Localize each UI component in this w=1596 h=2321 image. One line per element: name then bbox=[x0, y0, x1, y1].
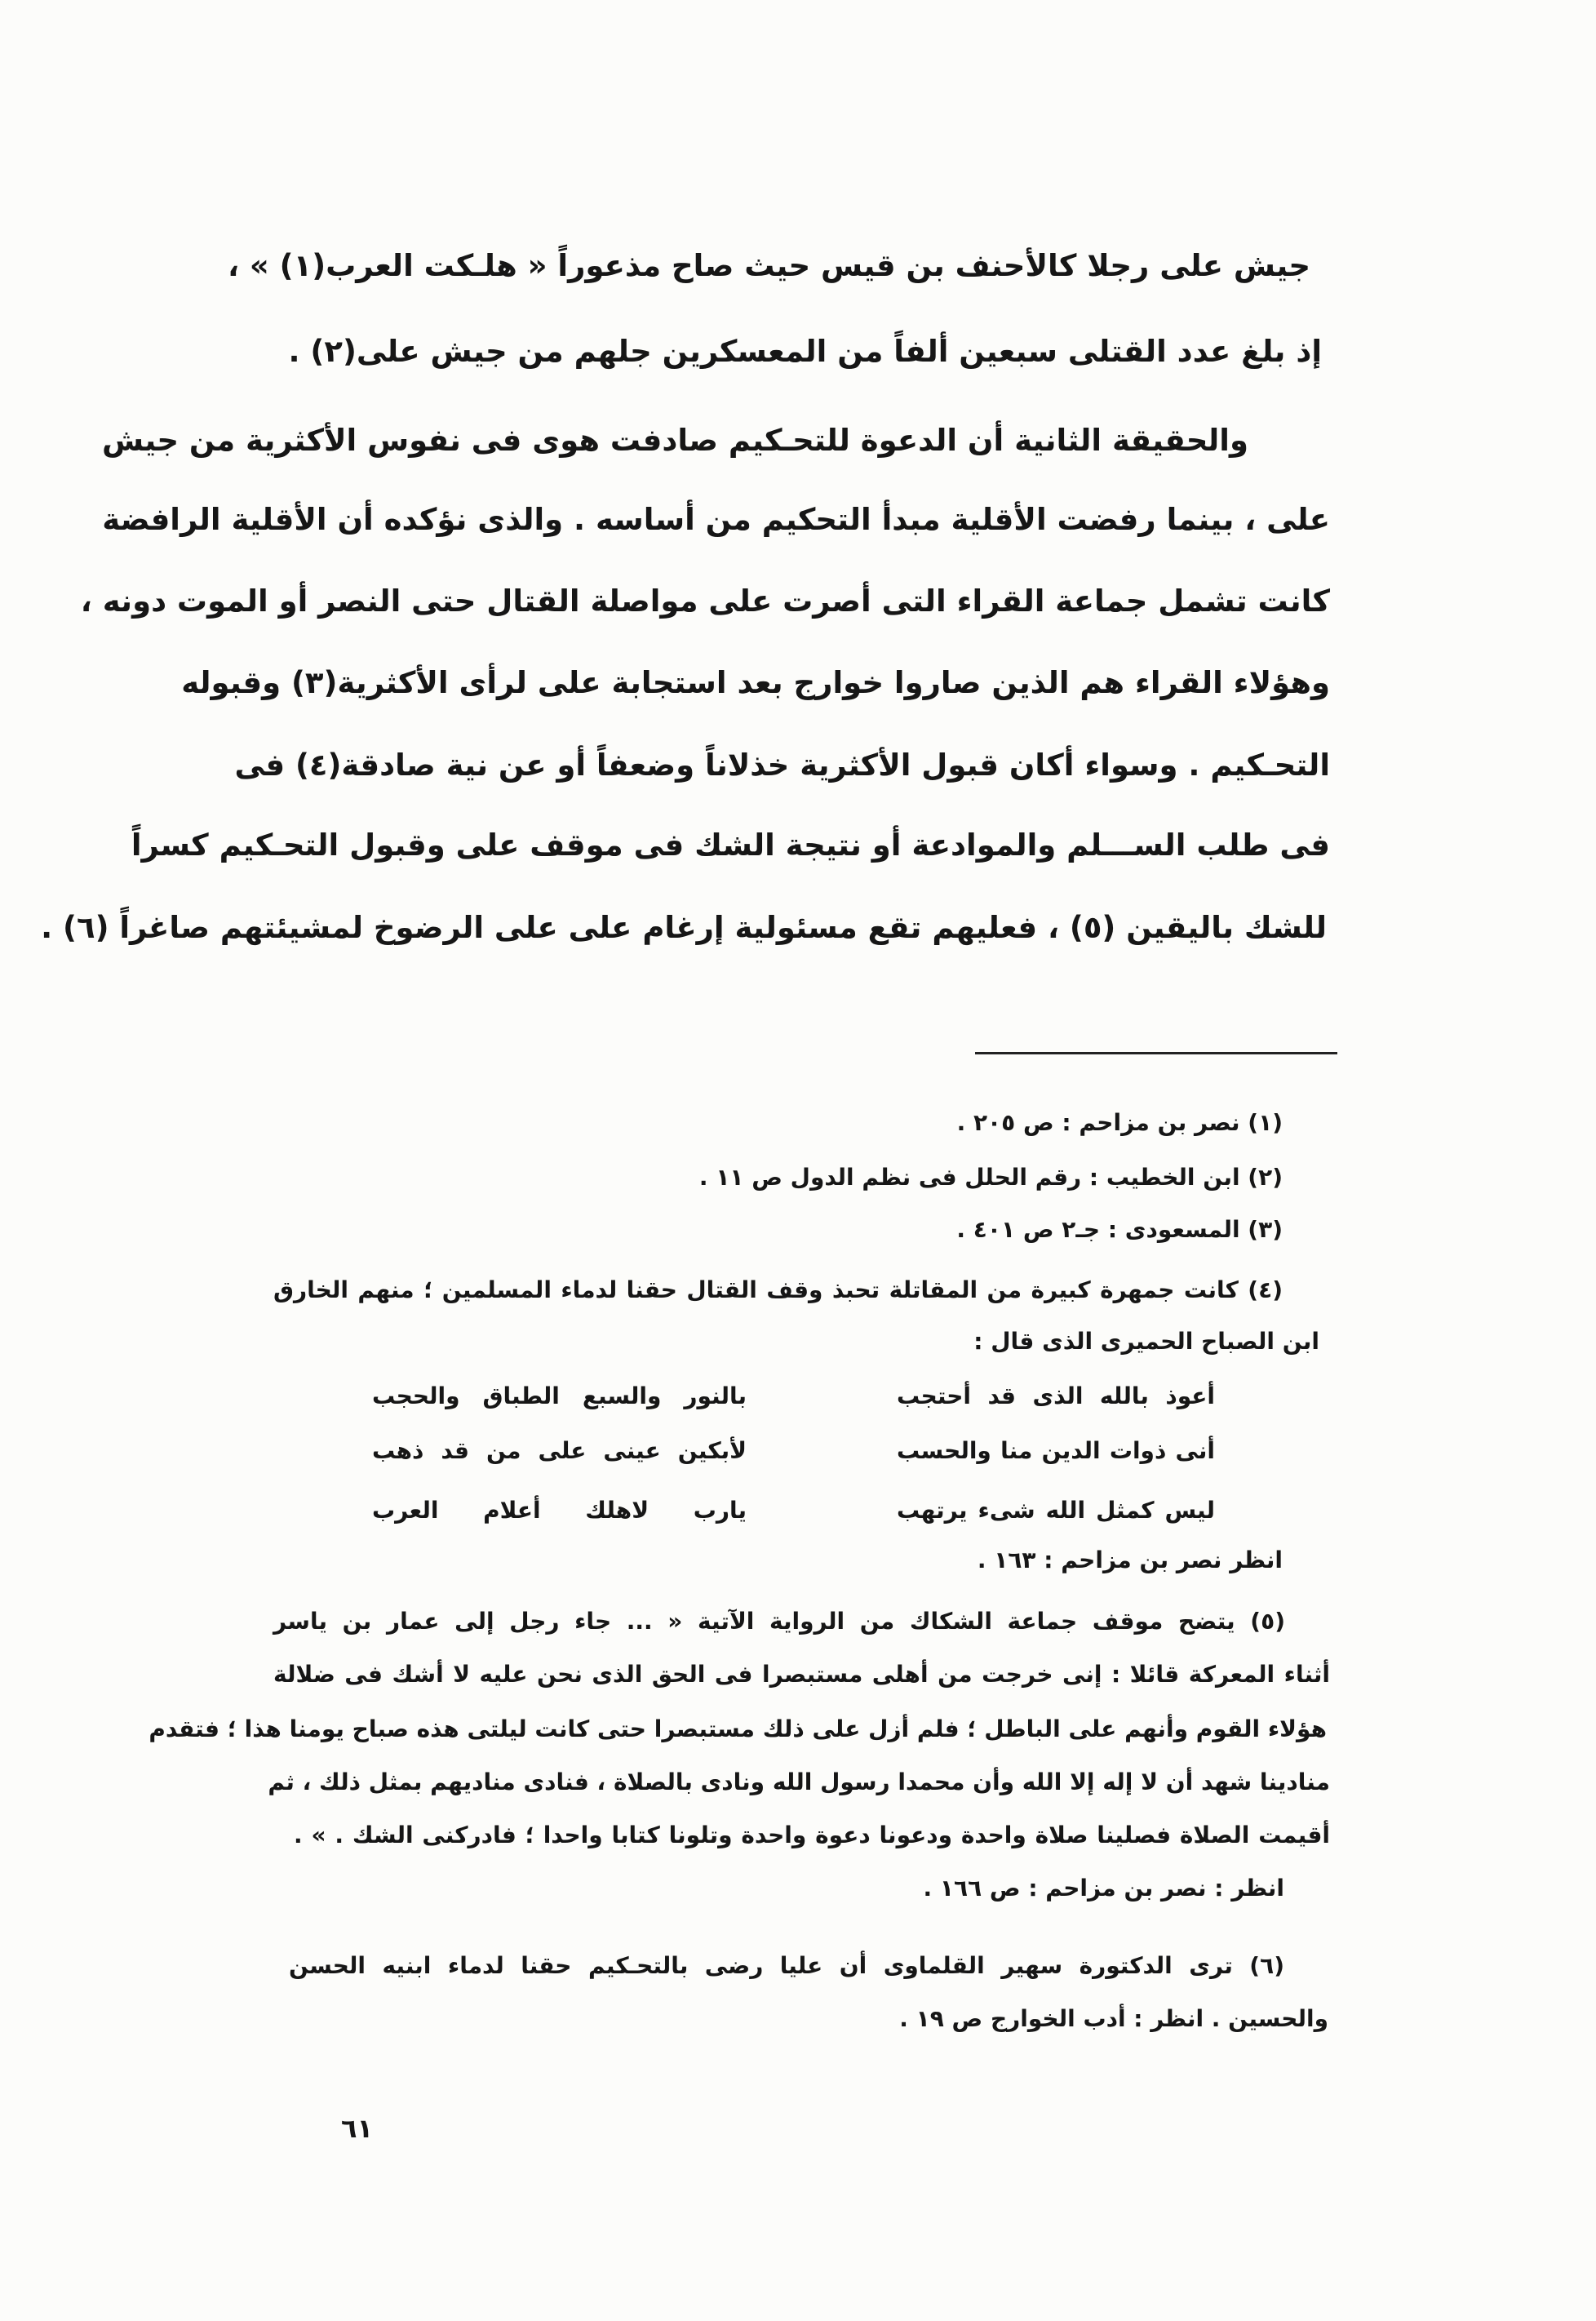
body-line-2: إذ بلغ عدد القتلى سبعين ألفاً من المعسكرين جلهم من جيش على(٢) . bbox=[288, 334, 1322, 369]
footnote-6-line-1: (٦) ترى الدكتورة سهير القلماوى أن عليا رضى بالتحـكيم حقنا لدماء ابنيه الحسن bbox=[289, 1952, 1284, 1979]
body-line-4: على ، بينما رفضت الأقلية مبدأ التحكيم من أساسه . والذى نؤكده أن الأقلية الرافضة bbox=[102, 502, 1330, 537]
footnote-5-line-5: أقيمت الصلاة فصلينا صلاة واحدة ودعونا دعوة واحدة وتلونا كتابا واحدا ؛ فادركنى الشك . » . bbox=[294, 1822, 1330, 1848]
footnote-5-source: انظر : نصر بن مزاحم : ص ١٦٦ . bbox=[923, 1875, 1284, 1902]
poem-verse-1-second: بالنور والسبع الطباق والحجب bbox=[372, 1382, 747, 1409]
page-number: ٦١ bbox=[341, 2113, 374, 2144]
poem-verse-2-second: لأبكين عينى على من قد ذهب bbox=[372, 1437, 747, 1464]
footnote-6-line-2: والحسين . انظر : أدب الخوارج ص ١٩ . bbox=[899, 2005, 1328, 2032]
footnote-3: (٣) المسعودى : جـ٢ ص ٤٠١ . bbox=[956, 1216, 1283, 1243]
poem-verse-3-first: ليس كمثل الله شىء يرتهب bbox=[897, 1497, 1215, 1524]
footnote-2: (٢) ابن الخطيب : رقم الحلل فى نظم الدول ص ١١ . bbox=[698, 1164, 1283, 1191]
body-line-7: التحـكيم . وسواء أكان قبول الأكثرية خذلاناً وضعفاً أو عن نية صادقة(٤) فى bbox=[234, 748, 1330, 783]
poem-verse-1-first: أعوذ بالله الذى قد أحتجب bbox=[897, 1382, 1215, 1409]
body-line-5: كانت تشمل جماعة القراء التى أصرت على مواصلة القتال حتى النصر أو الموت دونه ، bbox=[80, 584, 1330, 619]
poem-verse-2-first: أنى ذوات الدين منا والحسب bbox=[897, 1437, 1215, 1464]
footnote-4-line-2: ابن الصباح الحميرى الذى قال : bbox=[973, 1328, 1319, 1355]
body-line-8: فى طلب الســـلم والموادعة أو نتيجة الشك فى موقف على وقبول التحـكيم كسراً bbox=[131, 828, 1330, 863]
footnote-4-source: انظر نصر بن مزاحم : ١٦٣ . bbox=[977, 1547, 1283, 1573]
footnote-5-line-1: (٥) يتضح موقف جماعة الشكاك من الرواية الآتية « ... جاء رجل إلى عمار بن ياسر bbox=[273, 1608, 1285, 1635]
body-line-3: والحقيقة الثانية أن الدعوة للتحـكيم صادفت هوى فى نفوس الأكثرية من جيش bbox=[101, 423, 1248, 458]
poem-verse-3-second: يارب لاهلك أعلام العرب bbox=[372, 1497, 747, 1524]
body-line-1: جيش على رجلا كالأحنف بن قيس حيث صاح مذعوراً « هلـكت العرب(١) » ، bbox=[227, 248, 1310, 283]
body-line-6: وهؤلاء القراء هم الذين صاروا خوارج بعد استجابة على لرأى الأكثرية(٣) وقبوله bbox=[181, 665, 1330, 700]
footnote-5-line-2: أثناء المعركة قائلا : إنى خرجت من أهلى مستبصرا فى الحق الذى نحن عليه لا أشك فى ضلالة bbox=[273, 1661, 1330, 1688]
footnote-4-line-1: (٤) كانت جمهرة كبيرة من المقاتلة تحبذ وقف القتال حقنا لدماء المسلمين ؛ منهم الخارق bbox=[273, 1276, 1283, 1303]
body-line-9: للشك باليقين (٥) ، فعليهم تقع مسئولية إرغام على على الرضوخ لمشيئتهم صاغراً (٦) . bbox=[41, 910, 1327, 945]
footnote-5-line-4: منادينا شهد أن لا إله إلا الله وأن محمدا رسول الله ونادى بالصلاة ، فنادى مناديهم بمثل ذلك ، ثم bbox=[268, 1768, 1330, 1795]
footnote-5-line-3: هؤلاء القوم وأنهم على الباطل ؛ فلم أزل على ذلك مستبصرا حتى كانت ليلتى هذه صباح يومنا هذا ؛ فتقدم bbox=[149, 1715, 1327, 1742]
footnote-1: (١) نصر بن مزاحم : ص ٢٠٥ . bbox=[956, 1109, 1283, 1136]
footnote-separator bbox=[975, 1052, 1337, 1054]
